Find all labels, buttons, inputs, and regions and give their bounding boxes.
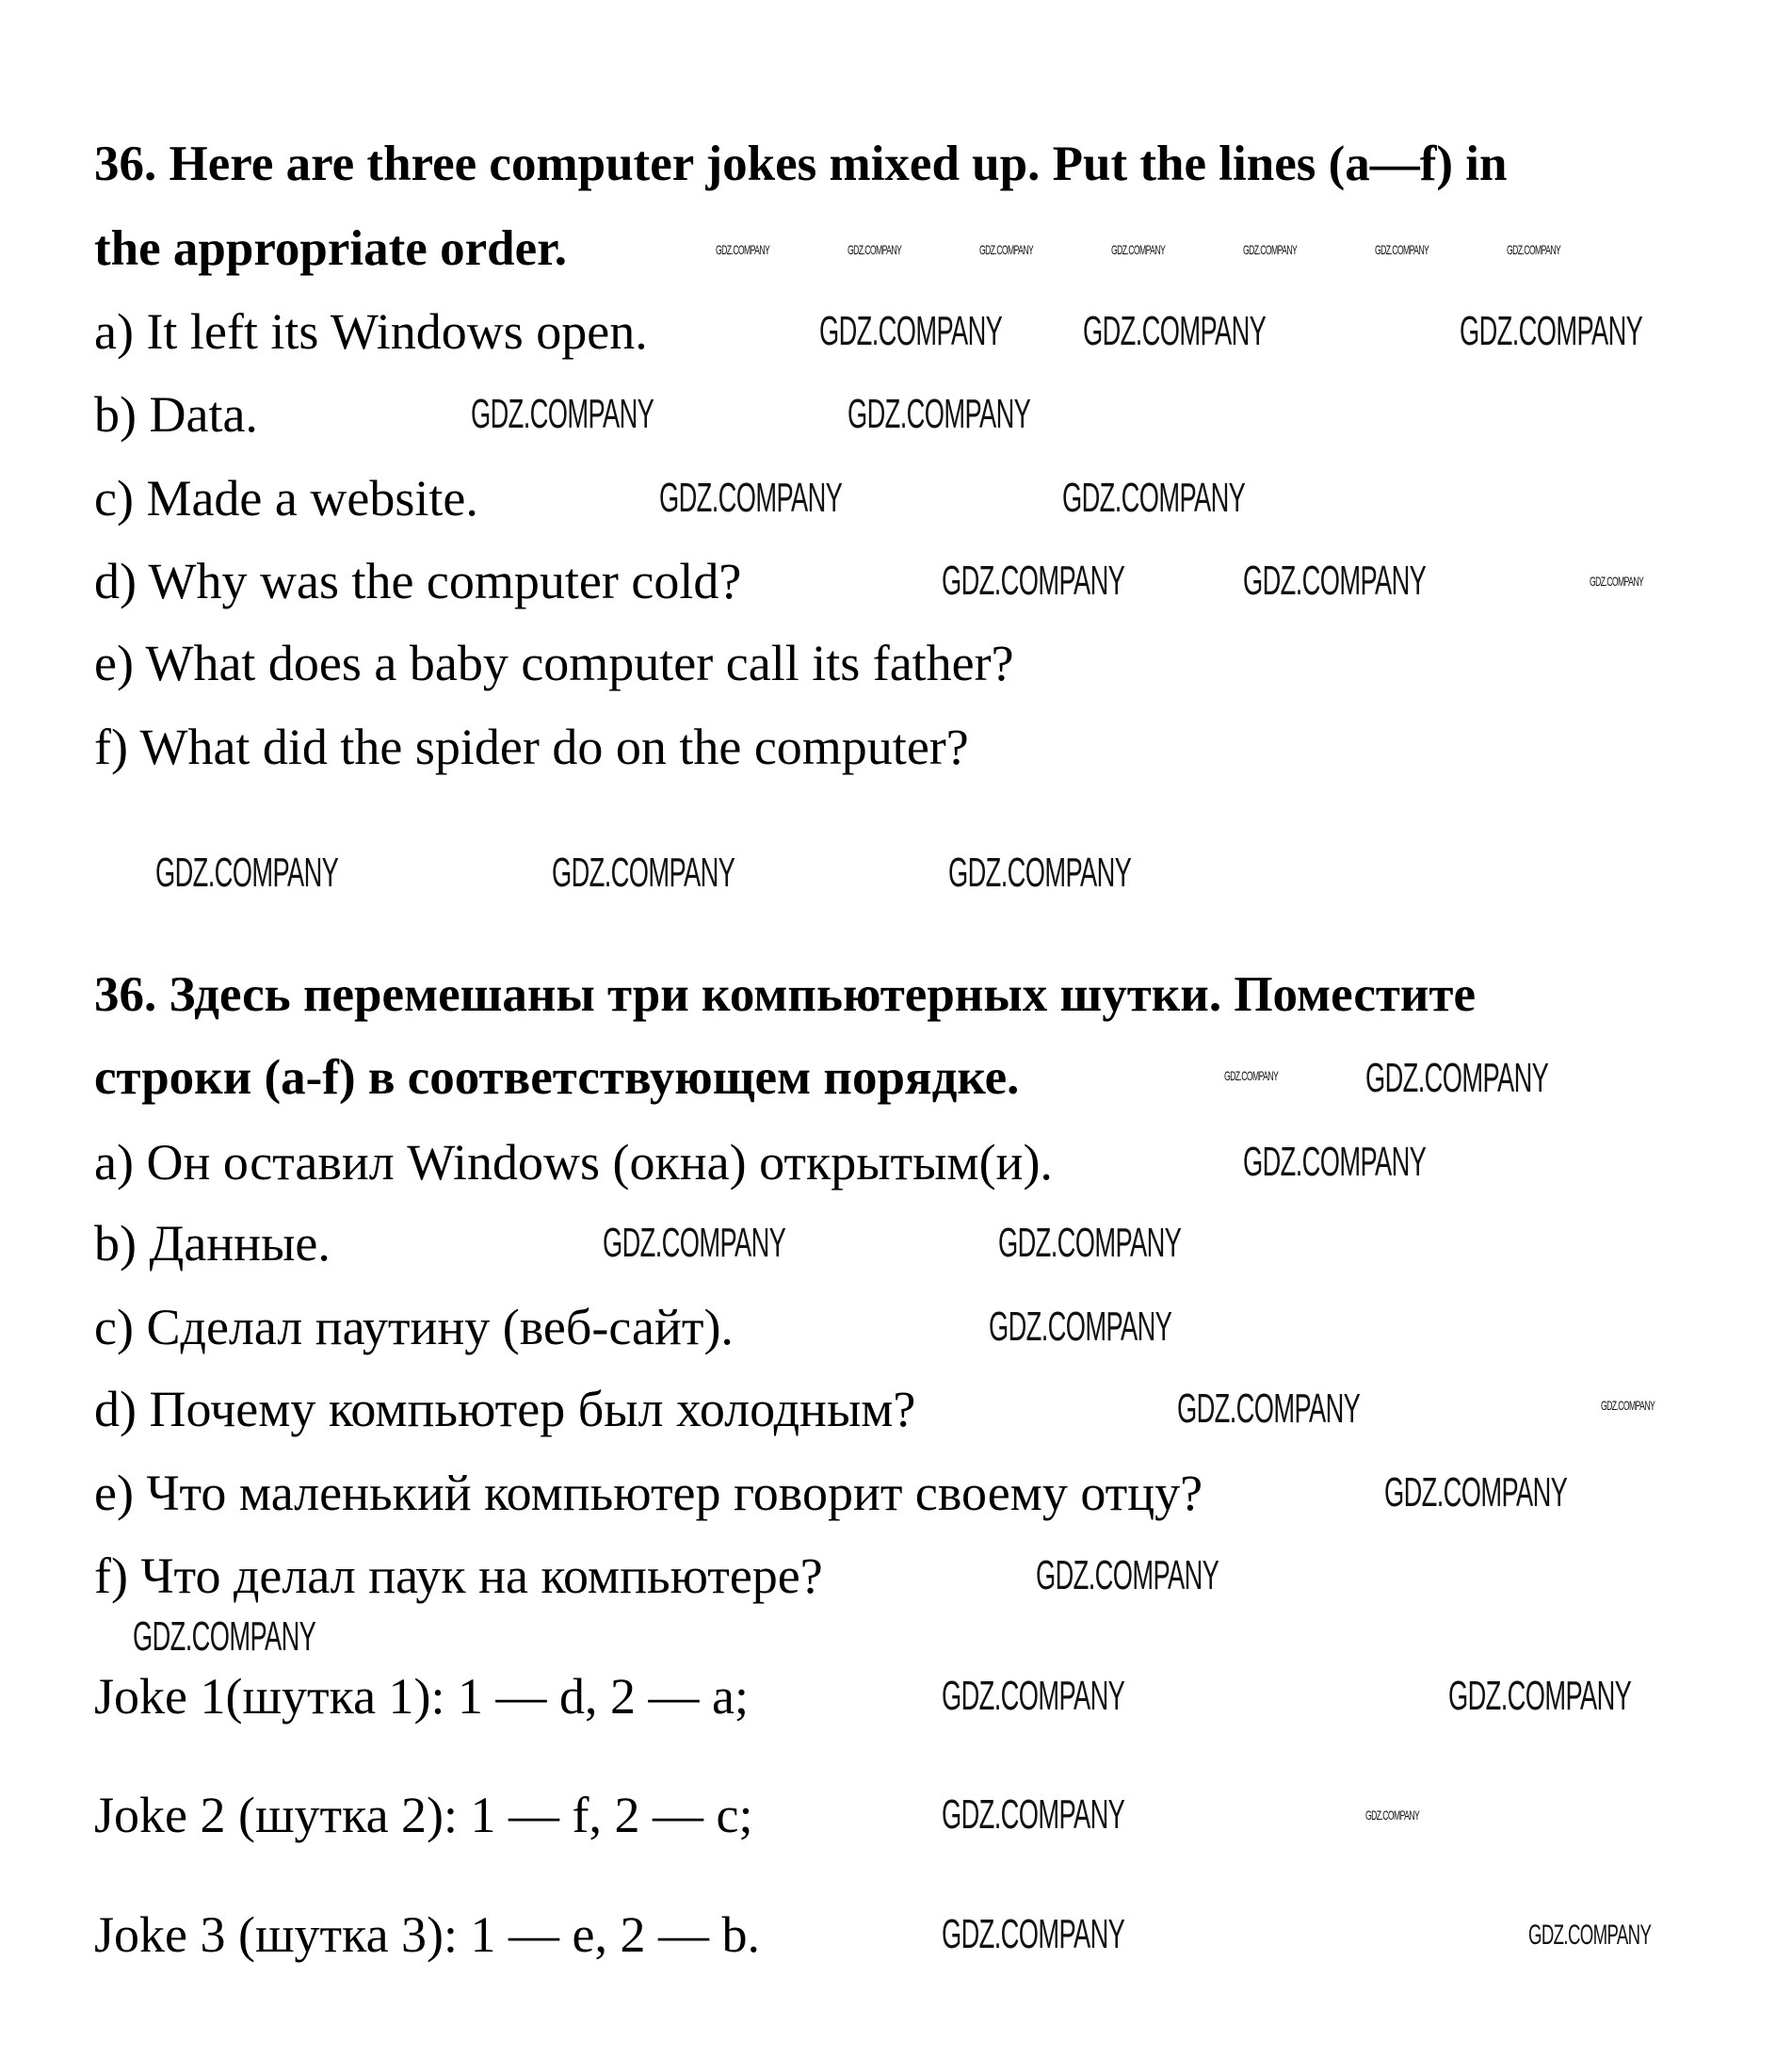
watermark: GDZ.COMPANY: [552, 850, 735, 896]
item-a-en: a) It left its Windows open.: [94, 303, 648, 360]
watermark: GDZ.COMPANY: [1365, 1807, 1420, 1823]
watermark: GDZ.COMPANY: [1448, 1673, 1632, 1719]
watermark: GDZ.COMPANY: [1507, 242, 1561, 257]
watermark: GDZ.COMPANY: [1036, 1552, 1219, 1598]
watermark: GDZ.COMPANY: [1243, 1139, 1427, 1185]
watermark: GDZ.COMPANY: [1083, 308, 1267, 354]
watermark: GDZ.COMPANY: [1177, 1386, 1361, 1432]
watermark: GDZ.COMPANY: [998, 1220, 1182, 1266]
watermark: GDZ.COMPANY: [471, 391, 654, 437]
watermark: GDZ.COMPANY: [603, 1220, 786, 1266]
watermark: GDZ.COMPANY: [942, 1673, 1125, 1719]
watermark: GDZ.COMPANY: [1365, 1055, 1549, 1101]
watermark: GDZ.COMPANY: [942, 558, 1125, 604]
item-d-en: d) Why was the computer cold?: [94, 553, 742, 609]
watermark: GDZ.COMPANY: [1384, 1469, 1568, 1515]
watermark: GDZ.COMPANY: [659, 475, 843, 521]
watermark: GDZ.COMPANY: [1528, 1920, 1652, 1951]
item-e-en: e) What does a baby computer call its father?: [94, 635, 1014, 691]
watermark: GDZ.COMPANY: [1460, 308, 1643, 354]
watermark: GDZ.COMPANY: [942, 1791, 1125, 1838]
answer-joke-2: Joke 2 (шутка 2): 1 — f, 2 — c;: [94, 1787, 753, 1843]
watermark: GDZ.COMPANY: [942, 1911, 1125, 1957]
watermark: GDZ.COMPANY: [1062, 475, 1246, 521]
item-d-ru: d) Почему компьютер был холодным?: [94, 1381, 916, 1437]
exercise-title-ru-cont: строки (a-f) в соответствующем порядке.: [94, 1050, 1020, 1105]
item-e-ru: e) Что маленький компьютер говорит своему отцу?: [94, 1465, 1203, 1521]
watermark: GDZ.COMPANY: [1601, 1398, 1655, 1413]
watermark: GDZ.COMPANY: [1243, 242, 1298, 257]
answer-joke-1: Joke 1(шутка 1): 1 — d, 2 — a;: [94, 1668, 749, 1725]
watermark: GDZ.COMPANY: [979, 242, 1034, 257]
watermark: GDZ.COMPANY: [716, 242, 770, 257]
watermark: GDZ.COMPANY: [1111, 242, 1166, 257]
watermark: GDZ.COMPANY: [133, 1613, 316, 1660]
watermark: GDZ.COMPANY: [848, 391, 1031, 437]
watermark: GDZ.COMPANY: [1224, 1068, 1279, 1083]
watermark: GDZ.COMPANY: [989, 1304, 1172, 1350]
item-b-en: b) Data.: [94, 386, 258, 443]
item-a-ru: a) Он оставил Windows (окна) открытым(и).: [94, 1134, 1053, 1191]
watermark: GDZ.COMPANY: [948, 850, 1132, 896]
watermark: GDZ.COMPANY: [1243, 558, 1427, 604]
watermark: GDZ.COMPANY: [1590, 574, 1644, 589]
item-c-en: c) Made a website.: [94, 470, 478, 527]
exercise-title-en: 36. Here are three computer jokes mixed up. Put the lines (a—f) in: [94, 137, 1508, 191]
watermark: GDZ.COMPANY: [819, 308, 1003, 354]
watermark: GDZ.COMPANY: [155, 850, 339, 896]
item-b-ru: b) Данные.: [94, 1215, 331, 1272]
exercise-title-ru: 36. Здесь перемешаны три компьютерных шутки. Поместите: [94, 967, 1476, 1022]
item-f-en: f) What did the spider do on the computer?: [94, 719, 969, 775]
answer-joke-3: Joke 3 (шутка 3): 1 — e, 2 — b.: [94, 1906, 760, 1963]
watermark: GDZ.COMPANY: [1375, 242, 1429, 257]
exercise-title-en-cont: the appropriate order.: [94, 221, 567, 276]
item-f-ru: f) Что делал паук на компьютере?: [94, 1548, 823, 1604]
item-c-ru: c) Сделал паутину (веб-сайт).: [94, 1299, 734, 1355]
watermark: GDZ.COMPANY: [848, 242, 902, 257]
